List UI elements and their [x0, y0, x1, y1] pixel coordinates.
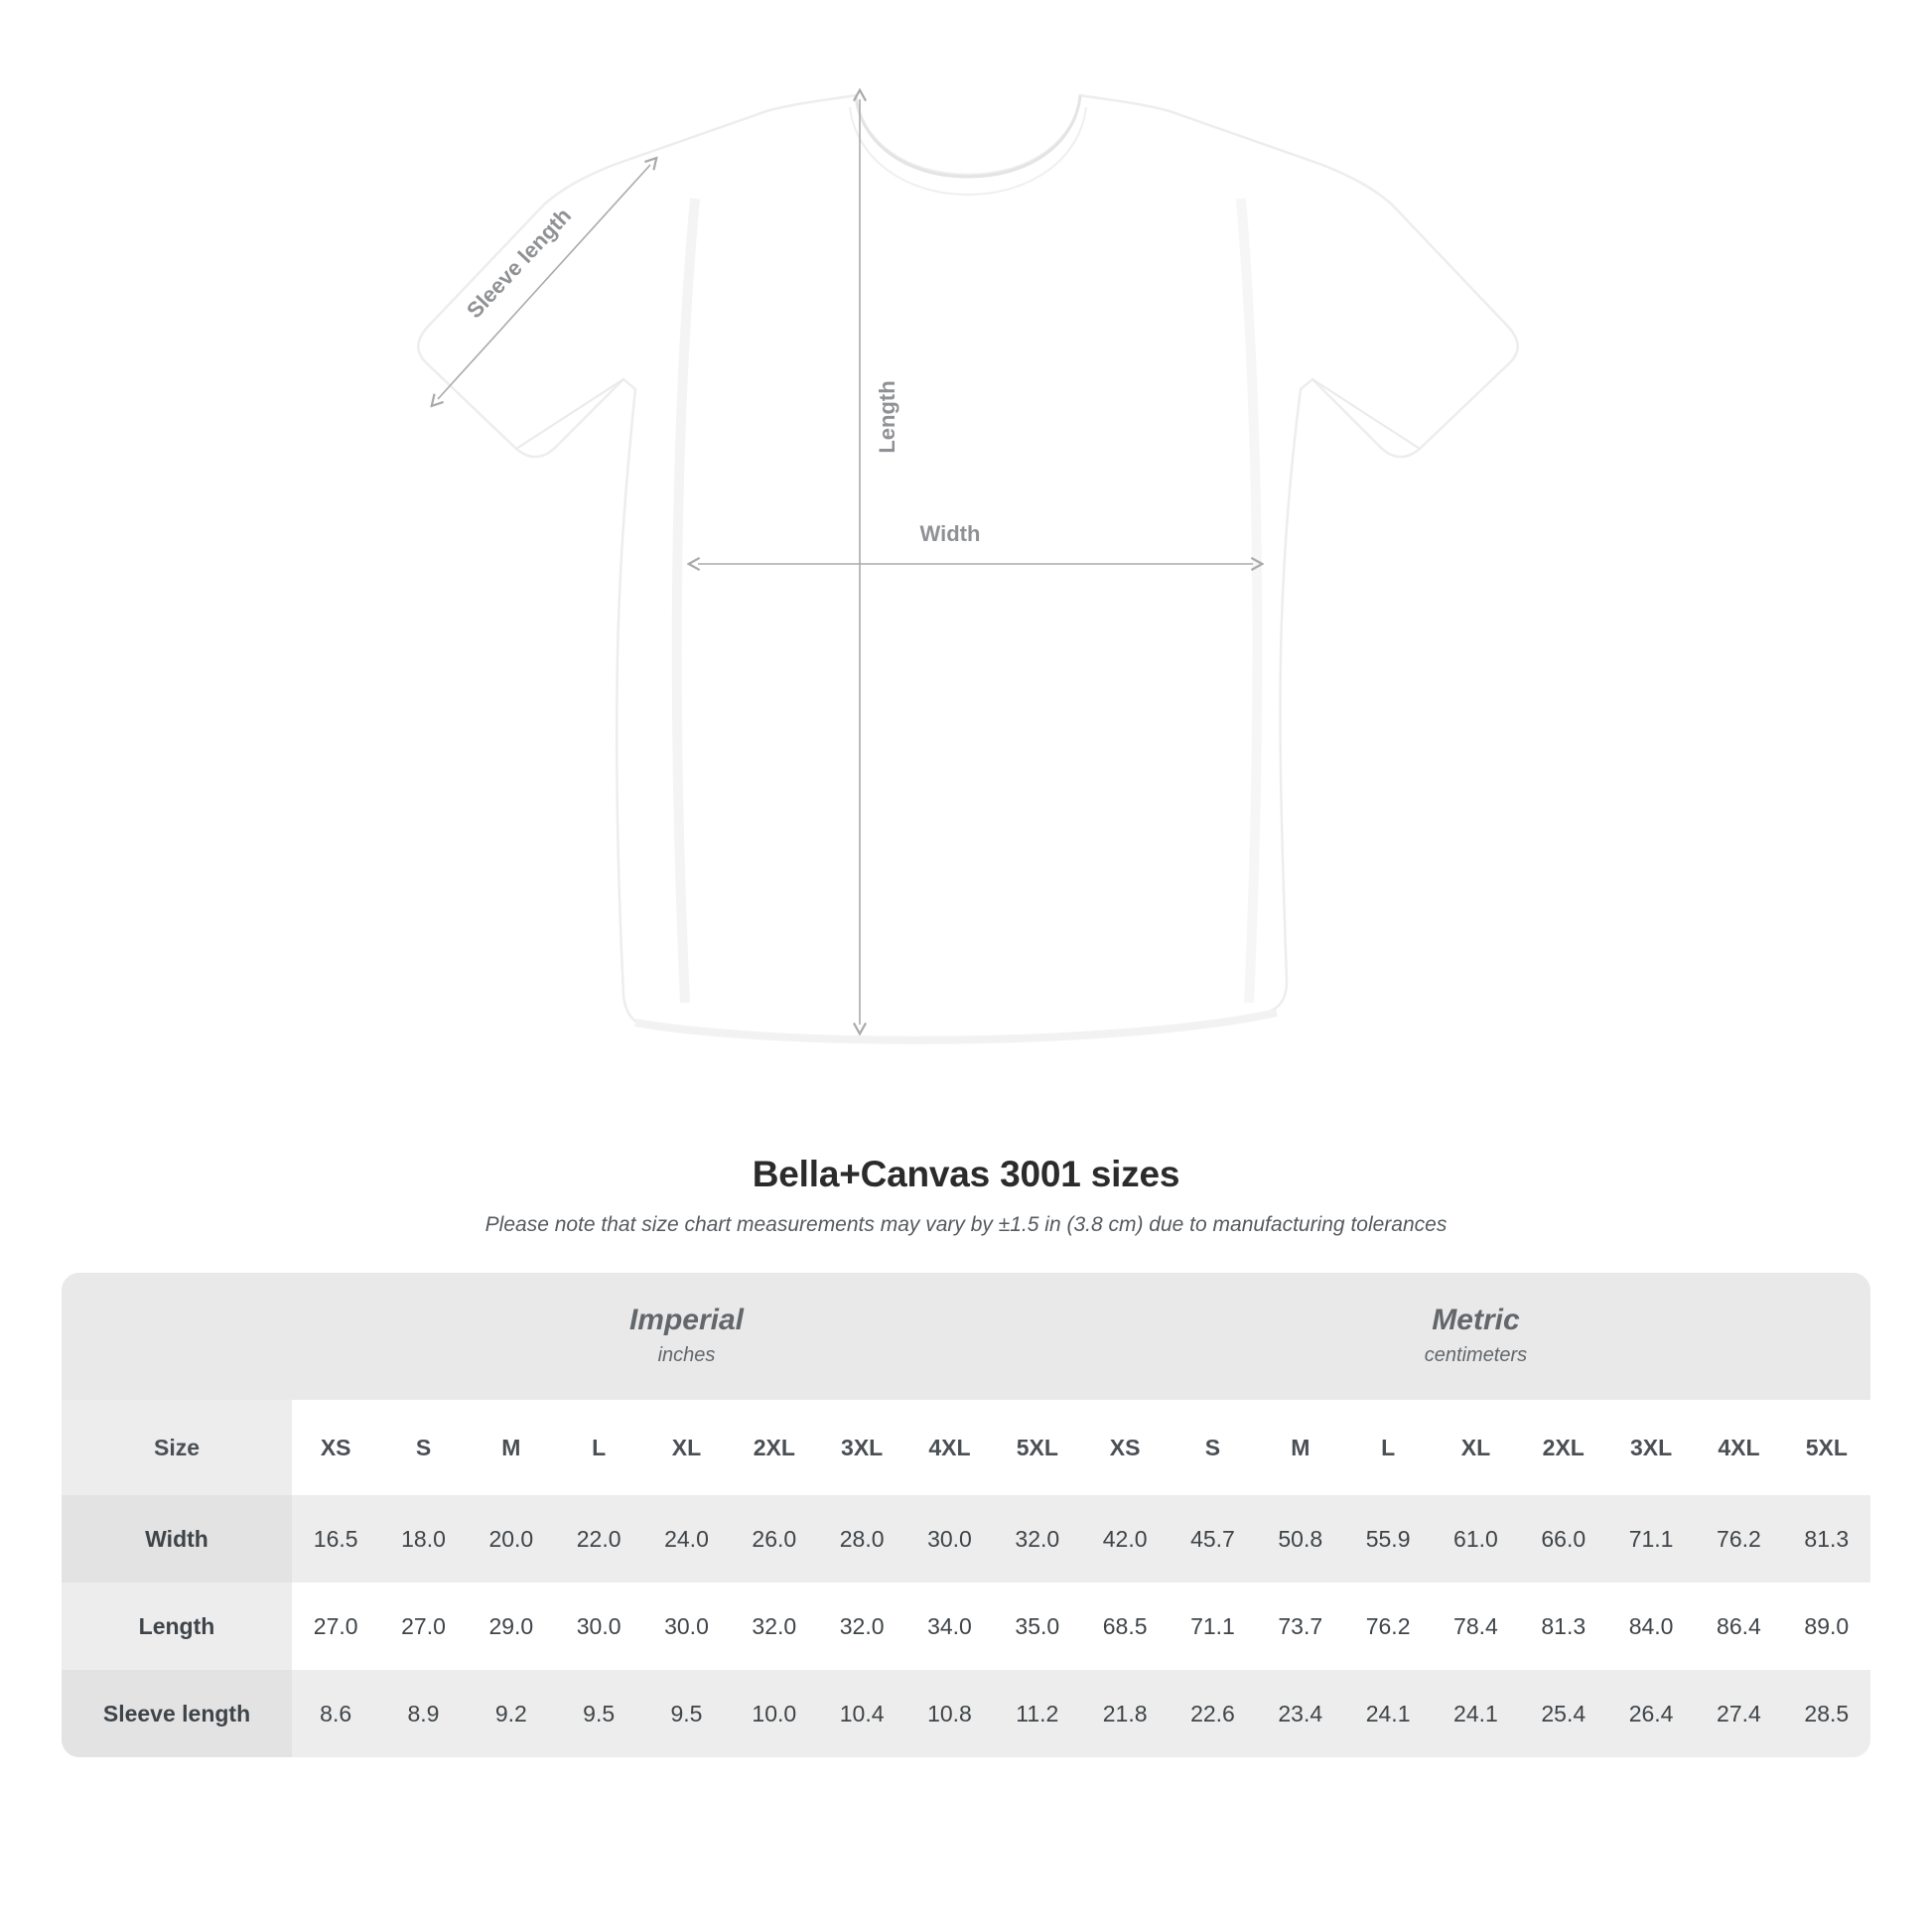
- unit-header-imperial: [292, 1273, 1081, 1400]
- cell: 30.0: [905, 1495, 993, 1583]
- cell: 9.5: [642, 1670, 730, 1757]
- cell: 28.5: [1783, 1670, 1870, 1757]
- unit-sub-imperial: inches: [657, 1343, 716, 1366]
- cell: 89.0: [1783, 1583, 1870, 1670]
- col-header: XS: [292, 1400, 379, 1495]
- cell: 27.0: [379, 1583, 467, 1670]
- tshirt-graphic: [418, 95, 1518, 1040]
- cell: 25.4: [1520, 1670, 1607, 1757]
- cell: 24.1: [1432, 1670, 1519, 1757]
- unit-name-imperial: Imperial: [628, 1304, 744, 1337]
- cell: 78.4: [1432, 1583, 1519, 1670]
- col-header: 3XL: [1607, 1400, 1695, 1495]
- unit-header-row: [62, 1273, 1870, 1400]
- unit-header-metric: [1081, 1273, 1870, 1400]
- table-row: [62, 1670, 1870, 1757]
- col-header: L: [1344, 1400, 1432, 1495]
- width-label: Width: [919, 521, 981, 546]
- cell: 55.9: [1344, 1495, 1432, 1583]
- unit-header-blank: [62, 1273, 292, 1400]
- cell: 26.4: [1607, 1670, 1695, 1757]
- col-header: M: [468, 1400, 555, 1495]
- col-header: 2XL: [731, 1400, 818, 1495]
- cell: 24.0: [642, 1495, 730, 1583]
- table-row: [62, 1583, 1870, 1670]
- cell: 32.0: [994, 1495, 1081, 1583]
- tolerance-note: Please note that size chart measurements may vary by ±1.5 in (3.8 cm) due to manufacturing tolerances: [484, 1213, 1448, 1236]
- col-header: 5XL: [994, 1400, 1081, 1495]
- cell: 30.0: [555, 1583, 642, 1670]
- cell: 81.3: [1520, 1583, 1607, 1670]
- cell: 26.0: [731, 1495, 818, 1583]
- cell: 42.0: [1081, 1495, 1169, 1583]
- cell: 32.0: [818, 1583, 905, 1670]
- cell: 66.0: [1520, 1495, 1607, 1583]
- cell: 32.0: [731, 1583, 818, 1670]
- cell: 50.8: [1257, 1495, 1344, 1583]
- cell: 28.0: [818, 1495, 905, 1583]
- col-header: 4XL: [1695, 1400, 1782, 1495]
- cell: 30.0: [642, 1583, 730, 1670]
- cell: 71.1: [1607, 1495, 1695, 1583]
- col-header: 2XL: [1520, 1400, 1607, 1495]
- unit-sub-metric: centimeters: [1424, 1343, 1528, 1366]
- cell: 22.6: [1169, 1670, 1256, 1757]
- cell: 86.4: [1695, 1583, 1782, 1670]
- cell: 45.7: [1169, 1495, 1256, 1583]
- row-label-width: Width: [62, 1495, 292, 1583]
- cell: 29.0: [468, 1583, 555, 1670]
- cell: 9.2: [468, 1670, 555, 1757]
- sleeve-length-label: Sleeve length: [462, 203, 577, 324]
- cell: 24.1: [1344, 1670, 1432, 1757]
- cell: 84.0: [1607, 1583, 1695, 1670]
- cell: 76.2: [1695, 1495, 1782, 1583]
- cell: 22.0: [555, 1495, 642, 1583]
- table-row: [62, 1495, 1870, 1583]
- col-header: XS: [1081, 1400, 1169, 1495]
- cell: 23.4: [1257, 1670, 1344, 1757]
- cell: 10.8: [905, 1670, 993, 1757]
- col-header: 4XL: [905, 1400, 993, 1495]
- cell: 8.6: [292, 1670, 379, 1757]
- cell: 61.0: [1432, 1495, 1519, 1583]
- col-header: 3XL: [818, 1400, 905, 1495]
- cell: 21.8: [1081, 1670, 1169, 1757]
- col-header: L: [555, 1400, 642, 1495]
- unit-name-metric: Metric: [1432, 1304, 1520, 1337]
- size-header-row: [62, 1400, 1870, 1495]
- cell: 10.0: [731, 1670, 818, 1757]
- col-header: S: [379, 1400, 467, 1495]
- cell: 11.2: [994, 1670, 1081, 1757]
- page-title: Bella+Canvas 3001 sizes: [752, 1154, 1180, 1194]
- cell: 73.7: [1257, 1583, 1344, 1670]
- cell: 71.1: [1169, 1583, 1256, 1670]
- cell: 10.4: [818, 1670, 905, 1757]
- col-header: M: [1257, 1400, 1344, 1495]
- cell: 20.0: [468, 1495, 555, 1583]
- col-header: 5XL: [1783, 1400, 1870, 1495]
- col-header: S: [1169, 1400, 1256, 1495]
- cell: 9.5: [555, 1670, 642, 1757]
- cell: 68.5: [1081, 1583, 1169, 1670]
- col-header: XL: [642, 1400, 730, 1495]
- row-label-sleeve-length: Sleeve length: [62, 1670, 292, 1757]
- row-label-length: Length: [62, 1583, 292, 1670]
- col-header: XL: [1432, 1400, 1519, 1495]
- title-block: [0, 1154, 1932, 1237]
- cell: 81.3: [1783, 1495, 1870, 1583]
- size-table: [62, 1273, 1870, 1757]
- cell: 76.2: [1344, 1583, 1432, 1670]
- cell: 27.4: [1695, 1670, 1782, 1757]
- cell: 16.5: [292, 1495, 379, 1583]
- row-header-size: Size: [62, 1400, 292, 1495]
- cell: 8.9: [379, 1670, 467, 1757]
- cell: 18.0: [379, 1495, 467, 1583]
- cell: 34.0: [905, 1583, 993, 1670]
- size-table-container: [62, 1273, 1870, 1757]
- cell: 35.0: [994, 1583, 1081, 1670]
- cell: 27.0: [292, 1583, 379, 1670]
- length-label: Length: [875, 380, 899, 454]
